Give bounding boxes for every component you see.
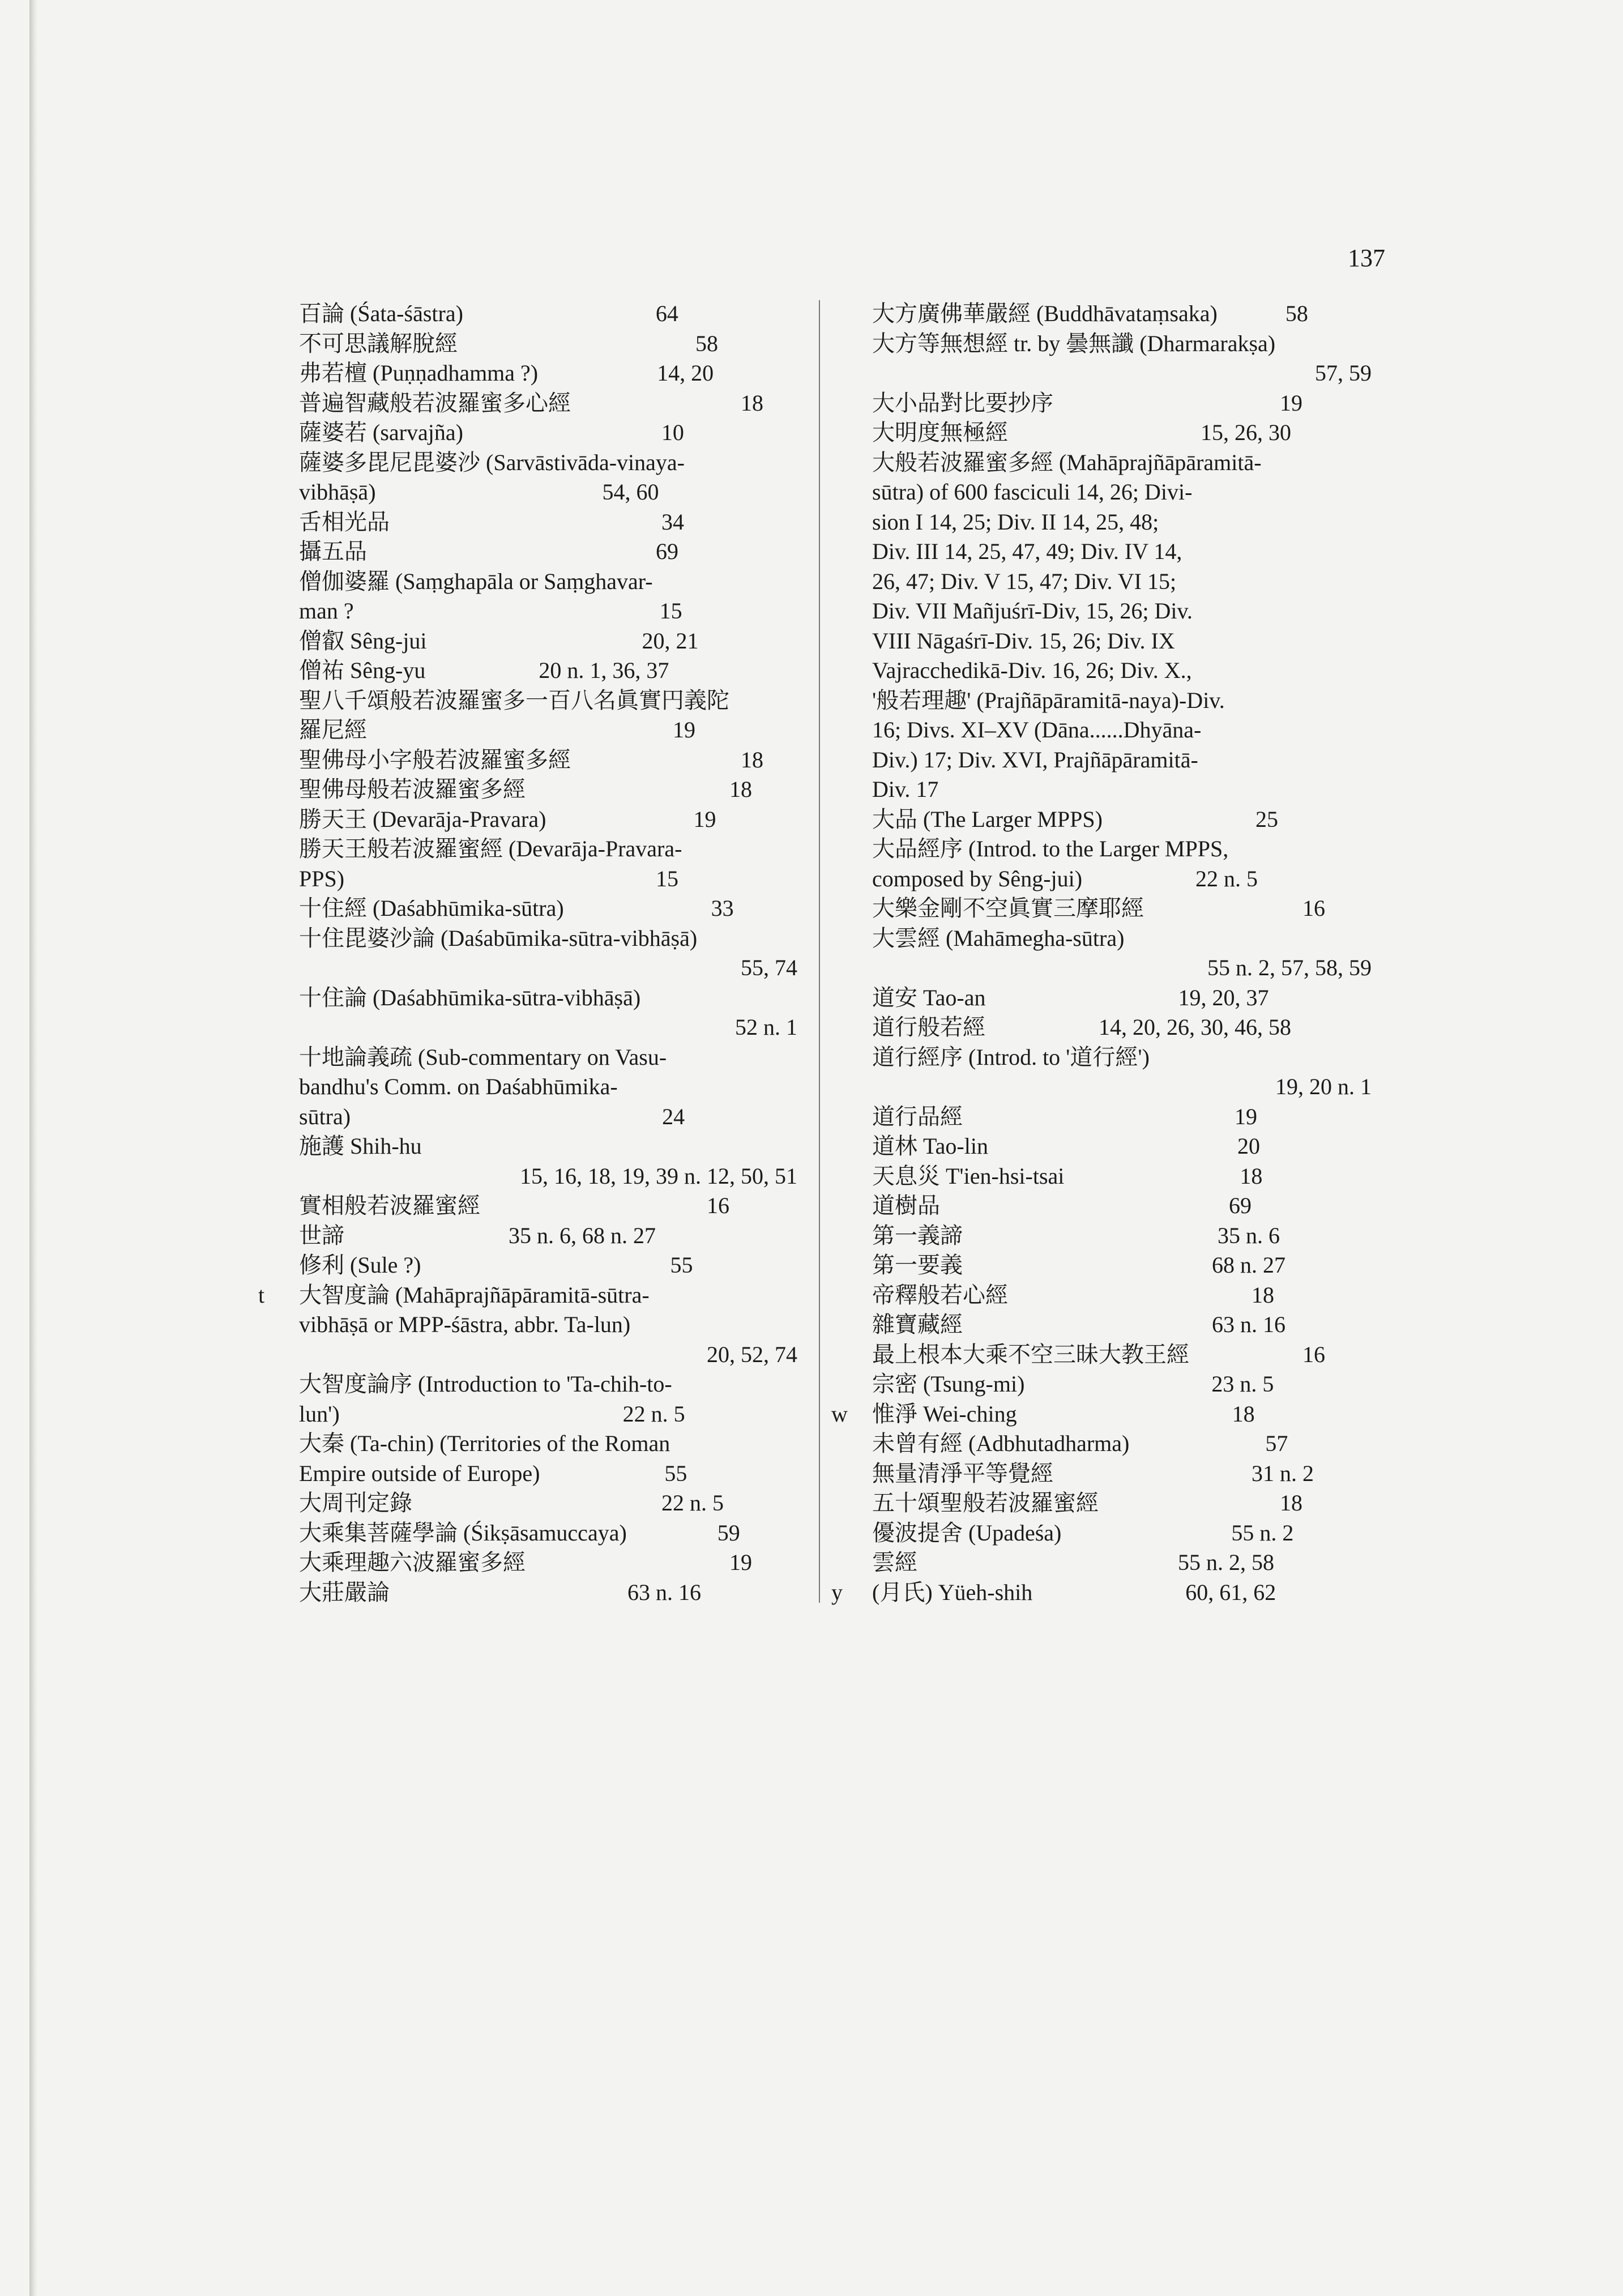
index-entry — [872, 983, 1372, 1013]
entry-line: bandhu's Comm. on Daśabhūmika- — [299, 1074, 618, 1099]
index-entry — [299, 418, 797, 448]
index-entry — [872, 1429, 1372, 1459]
entry-pages: 19, 20 n. 1 — [1275, 1074, 1372, 1099]
entry-line: 無量清淨平等覺經 31 n. 2 — [872, 1460, 1314, 1486]
entry-line: composed by Sêng-jui) 22 n. 5 — [872, 865, 1258, 891]
entry-line: (月氏) Yüeh-shih 60, 61, 62 — [872, 1579, 1276, 1605]
entry-line: 大雲經 (Mahāmegha-sūtra) — [872, 925, 1125, 951]
index-entry — [872, 1459, 1372, 1489]
entry-pages: 55, 74 — [741, 955, 797, 980]
entry-line: 實相般若波羅蜜經 16 — [299, 1193, 729, 1218]
entry-line: sion I 14, 25; Div. II 14, 25, 48; — [872, 509, 1159, 535]
entry-line: 百論 (Śata-śāstra) 64 — [299, 301, 678, 326]
entry-line: 道行般若經 14, 20, 26, 30, 46, 58 — [872, 1014, 1291, 1040]
entry-line: vibhāṣā) 54, 60 — [299, 479, 659, 505]
index-entry — [299, 775, 797, 805]
index-entry — [299, 1251, 797, 1281]
entry-line: 道行經序 (Introd. to '道行經') — [872, 1044, 1150, 1070]
entry-line: 大明度無極經 15, 26, 30 — [872, 420, 1291, 445]
entry-line: 大乘理趣六波羅蜜多經 19 — [299, 1550, 752, 1575]
entry-line: 雲經 55 n. 2, 58 — [872, 1550, 1274, 1575]
index-entry — [299, 537, 797, 567]
index-entry — [872, 1132, 1372, 1162]
index-entry — [299, 507, 797, 537]
index-column-left — [258, 299, 797, 1607]
entry-line: VIII Nāgaśrī-Div. 15, 26; Div. IX — [872, 628, 1175, 654]
entry-line: 攝五品 69 — [299, 539, 678, 564]
index-entry — [872, 1310, 1372, 1340]
index-entry — [872, 299, 1372, 329]
index-entry — [872, 1488, 1372, 1518]
entry-line: 聖八千頌般若波羅蜜多一百八名眞實円義陀 — [299, 687, 729, 713]
index-entry — [872, 1548, 1372, 1578]
entry-line: 舌相光品 34 — [299, 509, 684, 535]
entry-line: 大樂金剛不空眞實三摩耶經 16 — [872, 895, 1325, 921]
index-entry — [299, 1043, 797, 1132]
entry-line: 未曾有經 (Adbhutadharma) 57 — [872, 1431, 1288, 1456]
index-entry — [299, 567, 797, 626]
entry-line: 薩婆若 (sarvajña) 10 — [299, 420, 684, 445]
index-entry — [299, 1191, 797, 1221]
index-entry — [872, 1013, 1372, 1043]
entry-line: 聖佛母般若波羅蜜多經 18 — [299, 776, 752, 802]
entry-line: Div.) 17; Div. XVI, Prajñāpāramitā- — [872, 746, 1198, 773]
index-entry — [872, 329, 1372, 389]
entry-line: 十地論義疏 (Sub-commentary on Vasu- — [299, 1044, 667, 1070]
index-entry — [299, 983, 797, 1043]
index-entry — [299, 299, 797, 329]
index-entry — [299, 1488, 797, 1518]
entry-line: 薩婆多毘尼毘婆沙 (Sarvāstivāda-vinaya- — [299, 449, 685, 475]
index-entry — [872, 1369, 1372, 1399]
entry-line: 僧伽婆羅 (Saṃghapāla or Saṃghavar- — [299, 568, 653, 594]
section-letter: w — [831, 1401, 848, 1427]
index-entry — [872, 894, 1372, 924]
index-entry — [299, 656, 797, 686]
entry-line: 施護 Shih-hu — [299, 1133, 422, 1159]
entry-line: 十住經 (Daśabhūmika-sūtra) 33 — [299, 895, 734, 921]
entry-line: 大般若波羅蜜多經 (Mahāprajñāpāramitā- — [872, 449, 1262, 475]
entry-line: 羅尼經 19 — [299, 717, 695, 742]
entry-line: vibhāṣā or MPP-śāstra, abbr. Ta-lun) — [299, 1312, 631, 1337]
entry-line: Div. 17 — [872, 776, 939, 802]
index-entry — [872, 1281, 1372, 1311]
entry-line: 大方廣佛華嚴經 (Buddhāvataṃsaka) 58 — [872, 301, 1308, 326]
index-entry — [872, 805, 1372, 835]
entry-line: 16; Divs. XI–XV (Dāna......Dhyāna- — [872, 717, 1202, 742]
index-entry — [872, 1102, 1372, 1132]
entry-line: 勝天王 (Devarāja-Pravara) 19 — [299, 806, 716, 832]
index-entry — [299, 626, 797, 656]
index-entry — [872, 834, 1372, 894]
entry-line: 大乘集菩薩學論 (Śikṣāsamuccaya) 59 — [299, 1520, 740, 1546]
entry-line: 不可思議解脫經 58 — [299, 330, 718, 356]
index-entry — [299, 329, 797, 359]
entry-line: 道安 Tao-an 19, 20, 37 — [872, 984, 1269, 1010]
index-entry — [258, 1281, 797, 1370]
index-column-right — [831, 299, 1372, 1607]
entry-line: 僧祐 Sêng-yu 20 n. 1, 36, 37 — [299, 658, 669, 683]
entry-line: 修利 (Sule ?) 55 — [299, 1252, 693, 1278]
entry-line: PPS) 15 — [299, 865, 679, 891]
entry-line: sūtra) of 600 fasciculi 14, 26; Divi- — [872, 479, 1193, 505]
entry-line: 大方等無想經 tr. by 曇無讖 (Dharmarakṣa) — [872, 330, 1276, 356]
entry-line: 十住毘婆沙論 (Daśabūmika-sūtra-vibhāṣā) — [299, 925, 698, 951]
entry-line: 大秦 (Ta-chin) (Territories of the Roman — [299, 1431, 670, 1456]
entry-line: 世諦 35 n. 6, 68 n. 27 — [299, 1222, 656, 1248]
entry-line: 大莊嚴論 63 n. 16 — [299, 1579, 701, 1605]
entry-line: 十住論 (Daśabhūmika-sūtra-vibhāṣā) — [299, 984, 641, 1010]
section-letter: t — [258, 1282, 265, 1308]
index-entry — [299, 686, 797, 745]
entry-line: 雜寶藏經 63 n. 16 — [872, 1312, 1285, 1337]
entry-line: lun') 22 n. 5 — [299, 1401, 685, 1427]
index-entry — [831, 1399, 1372, 1429]
index-entry — [872, 1518, 1372, 1548]
index-entry — [872, 924, 1372, 983]
entry-line: 大品經序 (Introd. to the Larger MPPS, — [872, 836, 1229, 861]
index-entry — [872, 1221, 1372, 1251]
entry-pages: 55 n. 2, 57, 58, 59 — [1207, 955, 1372, 980]
entry-line: 僧叡 Sêng-jui 20, 21 — [299, 628, 699, 654]
entry-line: 道林 Tao-lin 20 — [872, 1133, 1260, 1159]
index-entry — [872, 1340, 1372, 1370]
entry-line: 第一要義 68 n. 27 — [872, 1252, 1285, 1278]
index-entry — [299, 389, 797, 419]
index-entry — [299, 834, 797, 894]
entry-line: 聖佛母小字般若波羅蜜多經 18 — [299, 746, 763, 773]
entry-line: 勝天王般若波羅蜜經 (Devarāja-Pravara- — [299, 836, 682, 861]
index-entry — [831, 1578, 1372, 1608]
index-entry — [299, 745, 797, 775]
index-entry — [299, 894, 797, 924]
entry-line: Empire outside of Europe) 55 — [299, 1460, 687, 1486]
entry-line: man ? 15 — [299, 598, 682, 624]
index-entry — [299, 359, 797, 389]
index-entry — [872, 1251, 1372, 1281]
entry-line: 大周刊定錄 22 n. 5 — [299, 1490, 724, 1516]
index-entry — [299, 1548, 797, 1578]
page-number: 137 — [1348, 244, 1385, 272]
index-entry — [299, 1429, 797, 1488]
entry-line: sūtra) 24 — [299, 1103, 685, 1129]
entry-line: '般若理趣' (Prajñāpāramitā-naya)-Div. — [872, 687, 1225, 713]
entry-pages: 57, 59 — [1315, 360, 1372, 386]
entry-line: 天息災 T'ien-hsi-tsai 18 — [872, 1163, 1263, 1189]
entry-line: 第一義諦 35 n. 6 — [872, 1222, 1280, 1248]
entry-line: 宗密 (Tsung-mi) 23 n. 5 — [872, 1371, 1274, 1397]
entry-line: Div. III 14, 25, 47, 49; Div. IV 14, — [872, 539, 1182, 564]
entry-line: 道行品經 19 — [872, 1103, 1257, 1129]
index-entry — [299, 1369, 797, 1429]
entry-pages: 20, 52, 74 — [707, 1341, 797, 1367]
index-entry — [299, 448, 797, 507]
entry-line: 大小品對比要抄序 19 — [872, 390, 1302, 416]
entry-line: 大智度論序 (Introduction to 'Ta-chih-to- — [299, 1371, 672, 1397]
entry-line: Div. VII Mañjuśrī-Div, 15, 26; Div. — [872, 598, 1193, 624]
index-entry — [872, 389, 1372, 419]
index-entry — [872, 1162, 1372, 1192]
scan-edge — [29, 0, 37, 2296]
entry-line: 帝釋般若心經 18 — [872, 1282, 1274, 1308]
index-entry — [299, 924, 797, 983]
column-divider — [819, 300, 820, 1603]
entry-line: 弗若檀 (Puṇṇadhamma ?) 14, 20 — [299, 360, 714, 386]
entry-line: 惟淨 Wei-ching 18 — [872, 1401, 1255, 1427]
index-entry — [872, 418, 1372, 448]
entry-line: Vajracchedikā-Div. 16, 26; Div. X., — [872, 658, 1192, 683]
entry-line: 最上根本大乘不空三昧大教王經 16 — [872, 1341, 1325, 1367]
index-entry — [299, 805, 797, 835]
entry-line: 26, 47; Div. V 15, 47; Div. VI 15; — [872, 568, 1177, 594]
entry-line: 優波提舍 (Upadeśa) 55 n. 2 — [872, 1520, 1294, 1546]
entry-pages: 15, 16, 18, 19, 39 n. 12, 50, 51 — [520, 1163, 797, 1189]
index-entry — [872, 1043, 1372, 1102]
index-entry — [872, 1191, 1372, 1221]
index-entry — [872, 448, 1372, 805]
index-entry — [299, 1578, 797, 1608]
entry-line: 道樹品 69 — [872, 1193, 1252, 1218]
section-letter: y — [831, 1579, 843, 1605]
index-entry — [299, 1132, 797, 1191]
index-entry — [299, 1518, 797, 1548]
entry-line: 大品 (The Larger MPPS) 25 — [872, 806, 1278, 832]
entry-line: 五十頌聖般若波羅蜜經 18 — [872, 1490, 1302, 1516]
entry-line: 大智度論 (Mahāprajñāpāramitā-sūtra- — [299, 1282, 650, 1308]
entry-pages: 52 n. 1 — [735, 1014, 797, 1040]
entry-line: 普遍智藏般若波羅蜜多心經 18 — [299, 390, 763, 416]
index-entry — [299, 1221, 797, 1251]
